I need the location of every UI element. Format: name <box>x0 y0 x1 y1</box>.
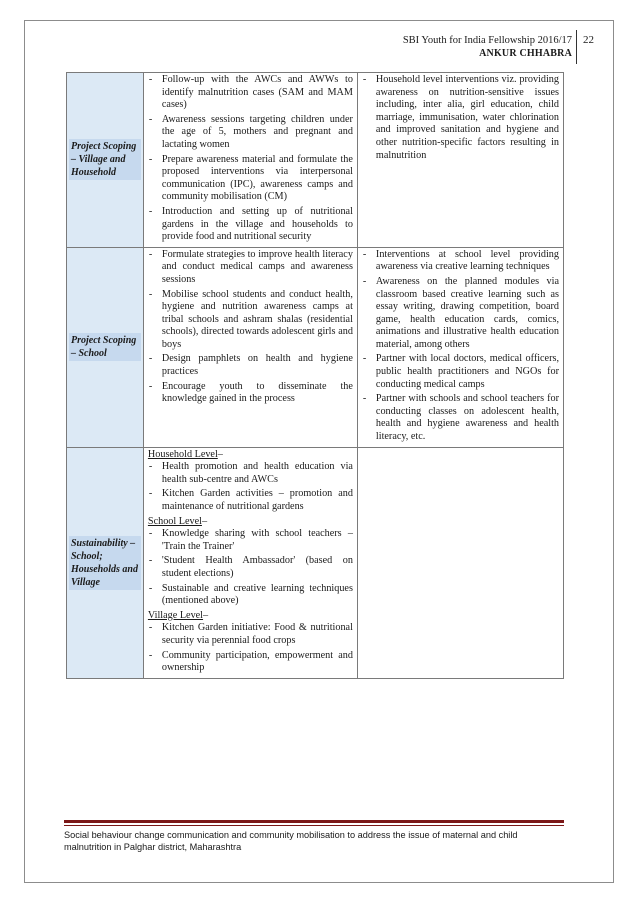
list-item: - Kitchen Garden initiative: Food & nutritional security via perennial food crops <box>148 622 353 647</box>
row-label-cell <box>67 73 144 248</box>
household-level-heading: Household Level– <box>147 448 223 460</box>
list-item: - Introduction and setting up of nutritional gardens in the village and households to provide food and nutritional security <box>148 206 353 244</box>
activities-cell <box>143 447 357 678</box>
list-item: - Awareness sessions targeting children under the age of 5, mothers and pregnant and lactating women <box>148 114 353 152</box>
page-footer: Social behaviour change communication and community mobilisation to address the issue of maternal and child malnutrition in Palghar district, Maharashtra <box>64 830 518 852</box>
header-title: SBI Youth for India Fellowship 2016/17 <box>402 35 572 46</box>
outcomes-cell-empty <box>357 447 563 678</box>
page-number: 22 <box>576 30 604 64</box>
table-row <box>67 73 564 248</box>
list-item: - Awareness on the planned modules via classroom based creative learning such as essay writing, drawing competition, board game, health education cards, comics, animations and illustrative health education material, among others <box>362 276 559 352</box>
list-item: - Community participation, empowerment and ownership <box>148 650 353 675</box>
outcomes-cell <box>357 73 563 248</box>
list-item: - Sustainable and creative learning techniques (mentioned above) <box>148 583 353 608</box>
table-row <box>67 447 564 678</box>
list-item: - Interventions at school level providing awareness via creative learning techniques <box>362 249 559 274</box>
footer-rule-thin <box>64 825 564 826</box>
list-item: - Health promotion and health education via health sub-centre and AWCs <box>148 461 353 486</box>
list-item: - Partner with local doctors, medical officers, public health practitioners and NGOs for conducting medical camps <box>362 353 559 391</box>
list-item: - Encourage youth to disseminate the knowledge gained in the process <box>148 381 353 406</box>
school-level-heading: School Level– <box>147 515 208 527</box>
list-item: - Design pamphlets on health and hygiene practices <box>148 353 353 378</box>
interventions-table <box>66 72 564 679</box>
row-label: Project Scoping – Village and Household <box>69 139 141 180</box>
header-author: ANKUR CHHABRA <box>479 48 572 59</box>
list-item: - Mobilise school students and conduct health, hygiene and nutrition awareness camps at tribal schools and ashram shalas (residential schools), directed towards adolescent girls and boys <box>148 289 353 352</box>
list-item: - Partner with schools and school teachers for conducting classes on adolescent health, health and hygiene awareness and health literacy, etc. <box>362 393 559 443</box>
list-item: - Follow-up with the AWCs and AWWs to identify malnutrition cases (SAM and MAM cases) <box>148 74 353 112</box>
list-item: - Prepare awareness material and formulate the proposed interventions via interpersonal communication (IPC), awareness camps and community mobilisation (CM) <box>148 154 353 204</box>
page-header <box>403 34 572 60</box>
row-label: Project Scoping – School <box>69 333 141 361</box>
list-item: - Knowledge sharing with school teachers – 'Train the Trainer' <box>148 528 353 553</box>
table-row <box>67 247 564 447</box>
outcomes-cell <box>357 247 563 447</box>
list-item: - Formulate strategies to improve health literacy and conduct medical camps and awareness sessions <box>148 249 353 287</box>
activities-cell <box>143 73 357 248</box>
row-label: Sustainability – School; Households and Village <box>69 536 141 590</box>
row-label-cell <box>67 247 144 447</box>
village-level-heading: Village Level– <box>147 609 209 621</box>
list-item: - Kitchen Garden activities – promotion and maintenance of nutritional gardens <box>148 488 353 513</box>
footer-rule <box>64 820 564 823</box>
list-item: - Household level interventions viz. providing awareness on nutrition-sensitive issues including, inter alia, girl education, child marriage, immunisation, water chlorination and improved sanitation and hygiene and other nutrition-specific factors resulting in malnutrition <box>362 74 559 162</box>
activities-cell <box>143 247 357 447</box>
list-item: - 'Student Health Ambassador' (based on student elections) <box>148 555 353 580</box>
row-label-cell <box>67 447 144 678</box>
